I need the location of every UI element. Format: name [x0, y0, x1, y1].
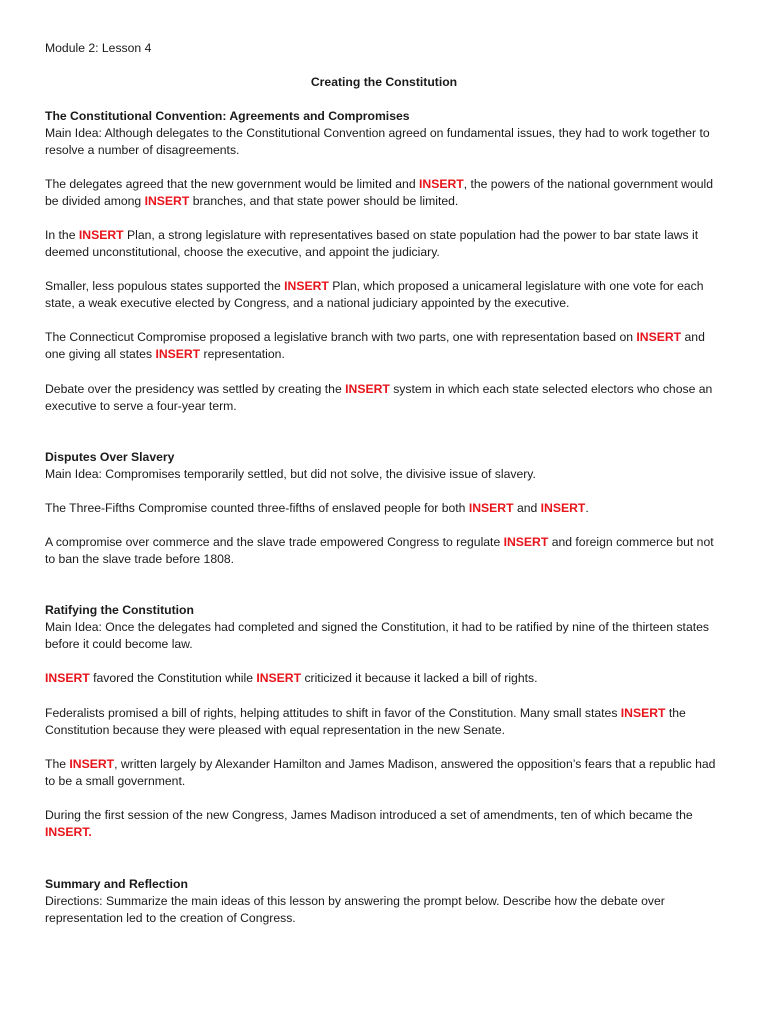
insert-blank: INSERT [45, 825, 89, 839]
insert-blank: INSERT [284, 279, 329, 293]
paragraph-federalists-antifederalists: INSERT favored the Constitution while INSERT criticized it because it lacked a bill of rights. [45, 671, 538, 685]
page-title: Creating the Constitution [310, 75, 458, 89]
paragraph-commerce-compromise: A compromise over commerce and the slave trade empowered Congress to regulate INSERT and foreign commerce but not to ban the slave trade before 1808. [45, 535, 714, 566]
section-heading-slavery: Disputes Over Slavery [45, 450, 175, 464]
insert-blank: INSERT [78, 228, 124, 242]
section-heading-summary: Summary and Reflection [45, 877, 188, 891]
paragraph-three-fifths: The Three-Fifths Compromise counted three-fifths of enslaved people for both INSERT and INSERT. [45, 501, 589, 515]
insert-blank: INSERT [503, 535, 549, 549]
insert-blank: INSERT [345, 382, 390, 396]
insert-blank: INSERT [419, 177, 464, 191]
summary-directions: Directions: Summarize the main ideas of this lesson by answering the prompt below. Describe how the debate over representation led to the creation of Congress. [45, 894, 665, 925]
paragraph-small-state-plan: Smaller, less populous states supported the INSERT Plan, which proposed a unicameral legislature with one vote for each state, a weak executive elected by Congress, and a national judiciary appointed by the executive. [45, 279, 704, 310]
module-line: Module 2: Lesson 4 [45, 41, 152, 55]
main-idea-ratifying: Main Idea: Once the delegates had completed and signed the Constitution, it had to be ratified by nine of the thirteen states before it could become law. [45, 620, 709, 651]
paragraph-large-state-plan: In the INSERT Plan, a strong legislature with representatives based on state population had the power to bar state laws it deemed unconstitutional, choose the executive, and appoint the judiciary. [45, 228, 699, 259]
insert-blank: INSERT [45, 671, 90, 685]
paragraph-federalist-papers: The INSERT, written largely by Alexander Hamilton and James Madison, answered the opposition’s fears that a republic had to be a small government. [45, 757, 716, 788]
insert-blank: INSERT [620, 706, 666, 720]
insert-blank: INSERT [144, 194, 190, 208]
insert-blank: INSERT [636, 330, 682, 344]
paragraph-amendments: During the first session of the new Congress, James Madison introduced a set of amendments, ten of which became the INSERT. [45, 808, 693, 839]
section-heading-convention: The Constitutional Convention: Agreements and Compromises [45, 109, 410, 123]
insert-blank: INSERT [468, 501, 514, 515]
insert-blank: INSERT [256, 671, 302, 685]
paragraph-presidency: Debate over the presidency was settled by creating the INSERT system in which each state selected electors who chose an executive to serve a four-year term. [45, 382, 713, 413]
paragraph-bill-of-rights-promise: Federalists promised a bill of rights, helping attitudes to shift in favor of the Constitution. Many small states INSERT the Constitution because they were pleased with equal representation in the new Senate. [45, 706, 686, 737]
main-idea-slavery: Main Idea: Compromises temporarily settled, but did not solve, the divisive issue of slavery. [45, 467, 536, 481]
insert-blank: INSERT [69, 757, 115, 771]
section-heading-ratifying: Ratifying the Constitution [45, 603, 194, 617]
main-idea-convention: Main Idea: Although delegates to the Constitutional Convention agreed on fundamental issues, they had to work together to resolve a number of disagreements. [45, 126, 710, 157]
insert-blank: INSERT [540, 501, 586, 515]
paragraph-government-limited: The delegates agreed that the new government would be limited and INSERT, the powers of the national government would be divided among INSERT branches, and that state power should be limited. [45, 177, 714, 208]
paragraph-connecticut-compromise: The Connecticut Compromise proposed a legislative branch with two parts, one with representation based on INSERT and one giving all states INSERT representation. [45, 330, 705, 361]
insert-blank: INSERT [155, 347, 201, 361]
